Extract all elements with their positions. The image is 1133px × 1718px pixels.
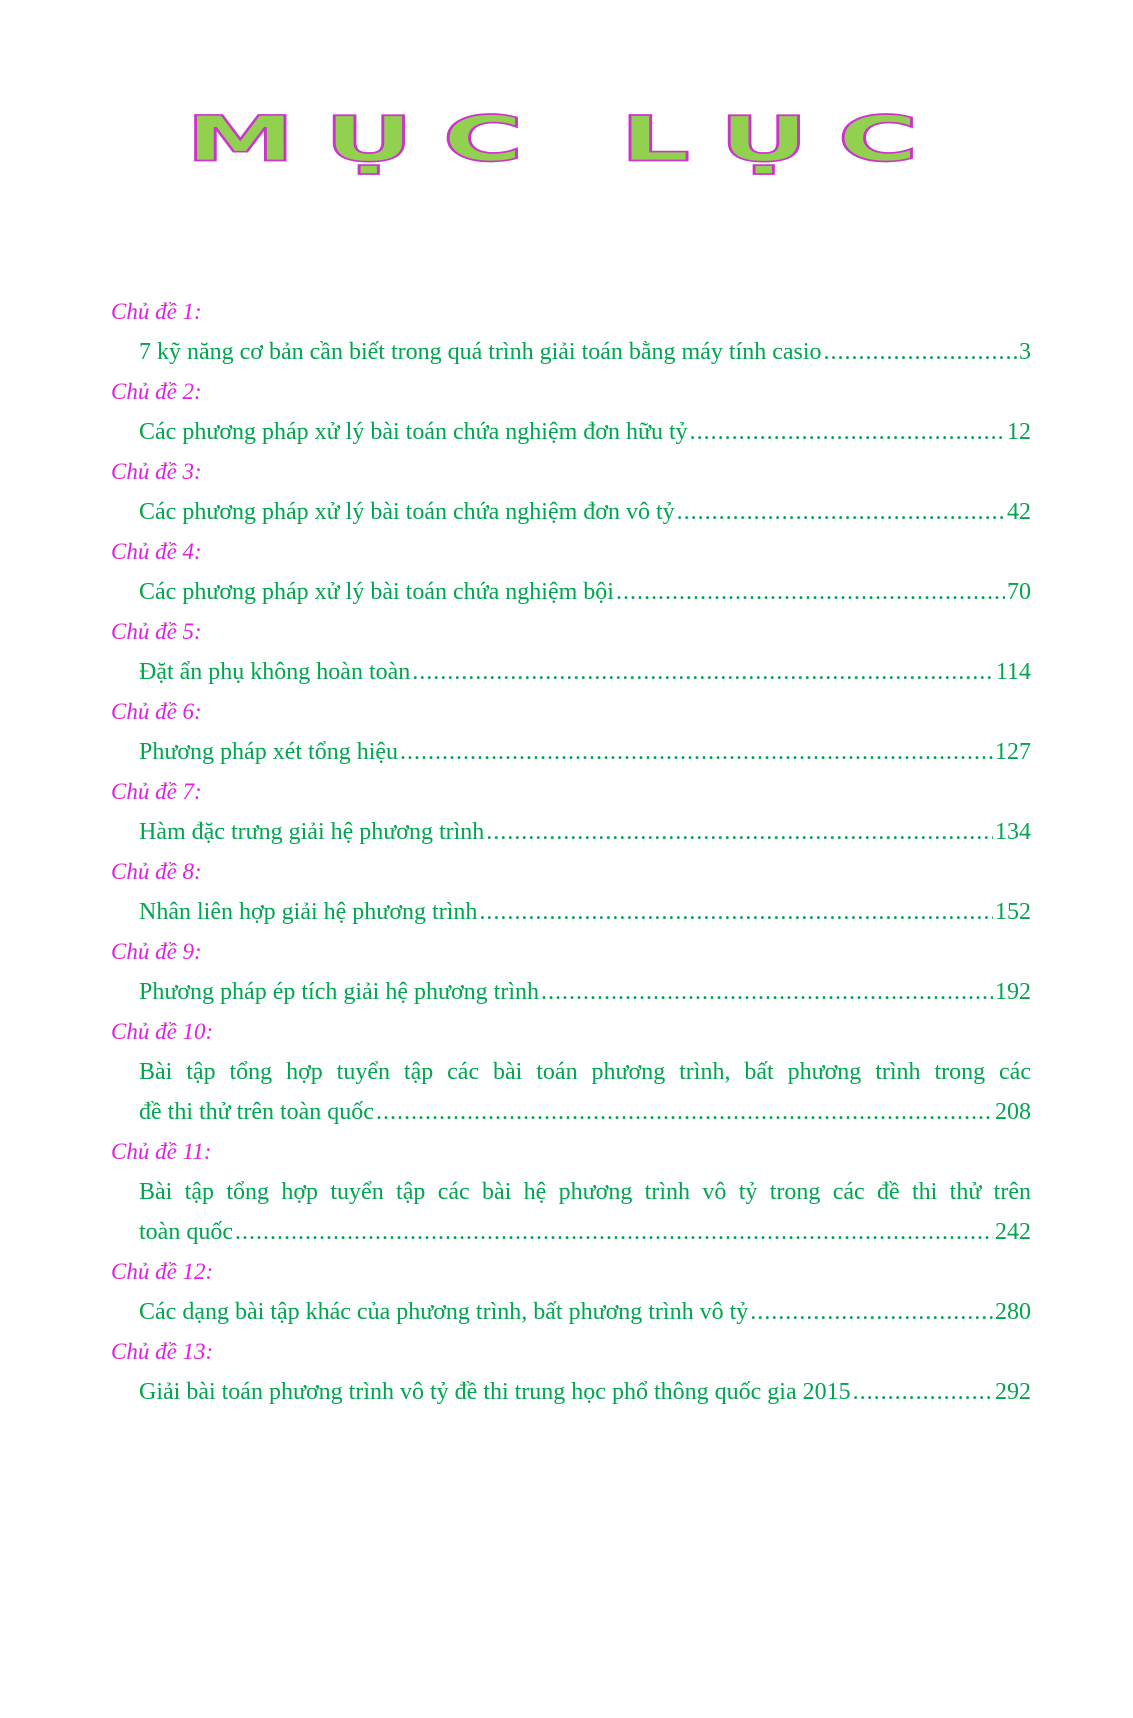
- topic-label: Chủ đề 11:: [111, 1139, 212, 1164]
- toc-entry-title: Hàm đặc trưng giải hệ phương trình: [139, 819, 485, 845]
- toc-entry[interactable]: [111, 332, 1031, 372]
- toc-entry[interactable]: [111, 1292, 1031, 1332]
- toc-page-number: 292: [995, 1379, 1031, 1405]
- toc-page-number: 242: [995, 1219, 1031, 1245]
- toc-entry-line: [139, 1212, 1031, 1252]
- dot-leader: [677, 492, 1005, 532]
- toc-entry-title: toàn quốc: [139, 1219, 233, 1245]
- toc-entry-title: đề thi thử trên toàn quốc: [139, 1099, 374, 1125]
- toc-entry[interactable]: [111, 1372, 1031, 1412]
- dot-leader: [690, 412, 1005, 452]
- dot-leader: [853, 1372, 993, 1412]
- dot-leader: [376, 1092, 993, 1132]
- toc-entry-title: 7 kỹ năng cơ bản cần biết trong quá trình giải toán bằng máy tính casio: [139, 339, 822, 365]
- toc-entry[interactable]: [111, 412, 1031, 452]
- toc-page-number: 114: [995, 659, 1031, 685]
- toc-entry-title: Các phương pháp xử lý bài toán chứa nghiệm bội: [139, 579, 614, 605]
- dot-leader: [824, 332, 1017, 372]
- toc-entry[interactable]: [111, 732, 1031, 772]
- toc-page-number: 70: [1007, 579, 1031, 605]
- topic-label: Chủ đề 2:: [111, 379, 202, 404]
- topic-label: Chủ đề 5:: [111, 619, 202, 644]
- toc-entry-line: [139, 732, 1031, 772]
- toc-entry-line: [139, 412, 1031, 452]
- toc-page-number: 208: [995, 1099, 1031, 1125]
- toc-entry-line: [139, 652, 1031, 692]
- toc-entry-line: [139, 1292, 1031, 1332]
- toc-entry-text-line: Bài tập tổng hợp tuyển tập các bài hệ phương trình vô tỷ trong các đề thi thử trên: [139, 1179, 1031, 1205]
- toc-entry[interactable]: [111, 492, 1031, 532]
- topic-label: Chủ đề 13:: [111, 1339, 214, 1364]
- toc-entry[interactable]: [111, 1052, 1031, 1132]
- toc-page-number: 127: [995, 739, 1031, 765]
- topic-label: Chủ đề 10:: [111, 1019, 214, 1044]
- toc-page-number: 134: [995, 819, 1031, 845]
- toc-entry-title: Đặt ẩn phụ không hoàn toàn: [139, 659, 411, 685]
- dot-leader: [412, 652, 994, 692]
- toc-entry-text-line: Bài tập tổng hợp tuyển tập các bài toán phương trình, bất phương trình trong các: [139, 1059, 1031, 1085]
- toc-page-number: 3: [1019, 339, 1031, 365]
- toc-entry[interactable]: [111, 652, 1031, 692]
- topic-label: Chủ đề 7:: [111, 779, 202, 804]
- toc-entry-line: [139, 572, 1031, 612]
- toc-entry-title: Các phương pháp xử lý bài toán chứa nghiệm đơn hữu tỷ: [139, 419, 688, 445]
- topic-label: Chủ đề 4:: [111, 539, 202, 564]
- dot-leader: [616, 572, 1005, 612]
- page-title: MỤC LỤC: [185, 102, 948, 176]
- toc-page-number: 280: [995, 1299, 1031, 1325]
- topic-label: Chủ đề 3:: [111, 459, 202, 484]
- toc-page-number: 12: [1007, 419, 1031, 445]
- dot-leader: [479, 892, 993, 932]
- toc-entry[interactable]: [111, 892, 1031, 932]
- toc-page-number: 192: [995, 979, 1031, 1005]
- toc-page-number: 42: [1007, 499, 1031, 525]
- toc-entry[interactable]: [111, 972, 1031, 1012]
- toc-entry-title: Giải bài toán phương trình vô tỷ đề thi trung học phổ thông quốc gia 2015: [139, 1379, 851, 1405]
- topic-label: Chủ đề 9:: [111, 939, 202, 964]
- toc-entry[interactable]: [111, 1172, 1031, 1252]
- dot-leader: [541, 972, 993, 1012]
- toc-entry-title: Nhân liên hợp giải hệ phương trình: [139, 899, 478, 925]
- topic-label: Chủ đề 8:: [111, 859, 202, 884]
- dot-leader: [235, 1212, 993, 1252]
- toc-entry-line: [139, 332, 1031, 372]
- table-of-contents: [111, 292, 1031, 1412]
- toc-entry-title: Các dạng bài tập khác của phương trình, bất phương trình vô tỷ: [139, 1299, 749, 1325]
- toc-entry-title: Các phương pháp xử lý bài toán chứa nghiệm đơn vô tỷ: [139, 499, 675, 525]
- toc-entry-line: [139, 812, 1031, 852]
- dot-leader: [750, 1292, 993, 1332]
- topic-label: Chủ đề 6:: [111, 699, 202, 724]
- topic-label: Chủ đề 12:: [111, 1259, 214, 1284]
- topic-label: Chủ đề 1:: [111, 299, 202, 324]
- toc-entry-line: [139, 1372, 1031, 1412]
- toc-entry[interactable]: [111, 812, 1031, 852]
- toc-entry-title: Phương pháp ép tích giải hệ phương trình: [139, 979, 540, 1005]
- dot-leader: [486, 812, 993, 852]
- toc-entry-line: [139, 972, 1031, 1012]
- toc-entry-line: [139, 892, 1031, 932]
- toc-entry-title: Phương pháp xét tổng hiệu: [139, 739, 399, 765]
- toc-entry-line: [139, 1092, 1031, 1132]
- toc-entry-line: [139, 492, 1031, 532]
- toc-entry[interactable]: [111, 572, 1031, 612]
- toc-page-number: 152: [995, 899, 1031, 925]
- dot-leader: [400, 732, 993, 772]
